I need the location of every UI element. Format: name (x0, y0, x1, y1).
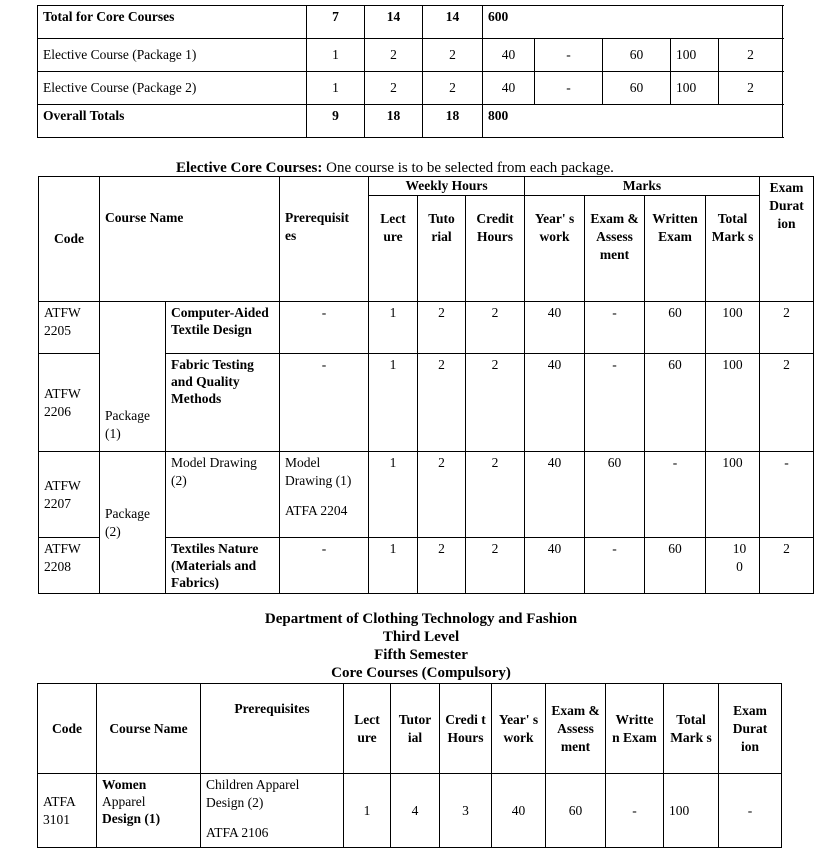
summary-cell: 100 (671, 72, 719, 105)
written-exam-cell: 60 (645, 354, 706, 452)
prerequisite-course: Children Apparel Design (2) (206, 777, 300, 810)
col-header-written-exam: Written Exam (645, 196, 706, 302)
years-work-cell: 40 (492, 774, 546, 848)
credit-hours-cell: 2 (466, 538, 525, 594)
summary-cell: 800 (483, 105, 783, 138)
lecture-cell: 1 (369, 452, 418, 538)
semester-title: Fifth Semester (374, 647, 468, 663)
course-name-part: Women (102, 777, 147, 792)
years-work-cell: 40 (525, 302, 585, 354)
credit-hours-cell: 2 (466, 452, 525, 538)
course-code: ATFA 3101 (38, 774, 97, 848)
exam-assessment-cell: - (585, 538, 645, 594)
tutorial-cell: 4 (391, 774, 440, 848)
col-header-weekly-hours: Weekly Hours (369, 177, 525, 196)
core-courses-table (37, 683, 782, 848)
exam-assessment-cell: - (585, 302, 645, 354)
summary-cell: 7 (307, 6, 365, 39)
summary-cell: 600 (483, 6, 783, 39)
col-header-code: Code (38, 684, 97, 774)
written-exam-cell: - (645, 452, 706, 538)
exam-duration-cell: - (760, 452, 814, 538)
summary-row-label: Overall Totals (38, 105, 307, 138)
elective-heading (176, 159, 614, 177)
exam-duration-cell: 2 (760, 538, 814, 594)
years-work-cell: 40 (525, 538, 585, 594)
years-work-cell: 40 (525, 452, 585, 538)
exam-duration-cell: 2 (760, 354, 814, 452)
tutorial-cell: 2 (418, 452, 466, 538)
elective-heading-rest: One course is to be selected from each package. (322, 160, 614, 176)
summary-cell: 40 (483, 39, 535, 72)
col-header-written-exam: Writte n Exam (606, 684, 664, 774)
years-work-cell: 40 (525, 354, 585, 452)
col-header-marks: Marks (525, 177, 760, 196)
written-exam-cell: 60 (645, 538, 706, 594)
col-header-lecture: Lect ure (344, 684, 391, 774)
col-header-exam-assessment: Exam & Assess ment (546, 684, 606, 774)
course-name-part: Design (1) (102, 811, 161, 826)
summary-row-label: Elective Course (Package 1) (38, 39, 307, 72)
elective-heading-bold: Elective Core Courses: (176, 160, 323, 176)
summary-row-label: Elective Course (Package 2) (38, 72, 307, 105)
summary-cell: 1 (307, 39, 365, 72)
exam-assessment-cell: - (585, 354, 645, 452)
exam-duration-cell: 2 (760, 302, 814, 354)
col-header-total-marks: Total Mark s (664, 684, 719, 774)
lecture-cell: 1 (369, 354, 418, 452)
col-header-total-marks: Total Mark s (706, 196, 760, 302)
col-header-prerequisites: Prerequisites (201, 684, 344, 774)
exam-assessment-cell: 60 (546, 774, 606, 848)
tutorial-cell: 2 (418, 538, 466, 594)
prerequisites-cell (280, 452, 369, 538)
course-code: ATFW 2208 (39, 538, 100, 594)
course-name: Computer-Aided Textile Design (166, 302, 280, 354)
prerequisite-code: ATFA 2106 (206, 825, 269, 840)
col-header-exam-assessment: Exam & Assess ment (585, 196, 645, 302)
table-row (39, 452, 814, 538)
department-title: Department of Clothing Technology and Fashion (264, 611, 578, 627)
summary-cell: 18 (365, 105, 423, 138)
total-marks-cell: 10 0 (706, 538, 760, 594)
col-header-code: Code (39, 177, 100, 302)
course-code: ATFW 2206 (39, 354, 100, 452)
total-marks-cell: 100 (664, 774, 719, 848)
summary-row-core-total (38, 6, 783, 39)
elective-header-row-1 (39, 177, 814, 196)
summary-cell: 2 (719, 39, 783, 72)
summary-cell: 2 (423, 39, 483, 72)
summary-cell: 14 (365, 6, 423, 39)
summary-cell: 60 (603, 72, 671, 105)
core-header-row (38, 684, 782, 774)
prerequisites-cell: - (280, 538, 369, 594)
course-name-part: Apparel (102, 794, 146, 809)
col-header-course-name: Course Name (100, 177, 280, 302)
written-exam-cell: 60 (645, 302, 706, 354)
summary-cell: - (535, 72, 603, 105)
lecture-cell: 1 (344, 774, 391, 848)
summary-cell: 60 (603, 39, 671, 72)
package-label: Package (1) (100, 302, 166, 452)
written-exam-cell: - (606, 774, 664, 848)
summary-cell: 2 (365, 39, 423, 72)
table-row (38, 774, 782, 848)
col-header-exam-duration: Exam Durat ion (719, 684, 782, 774)
total-marks-cell: 100 (706, 452, 760, 538)
package-label: Package (2) (100, 452, 166, 594)
col-header-years-work: Year' s work (492, 684, 546, 774)
col-header-course-name: Course Name (97, 684, 201, 774)
lecture-cell: 1 (369, 538, 418, 594)
col-header-prerequisites: Prerequisit es (280, 177, 369, 302)
exam-duration-cell: - (719, 774, 782, 848)
total-marks-cell: 100 (706, 302, 760, 354)
course-name: Textiles Nature (Materials and Fabrics) (166, 538, 280, 594)
course-name: Model Drawing (2) (166, 452, 280, 538)
summary-row-overall (38, 105, 783, 138)
elective-courses-table (38, 176, 814, 594)
col-header-lecture: Lect ure (369, 196, 418, 302)
col-header-tutorial: Tutor ial (391, 684, 440, 774)
summary-cell: 100 (671, 39, 719, 72)
credit-hours-cell: 2 (466, 354, 525, 452)
total-marks-cell: 100 (706, 354, 760, 452)
prerequisite-code: ATFA 2204 (285, 503, 348, 518)
summary-cell: 1 (307, 72, 365, 105)
tutorial-cell: 2 (418, 302, 466, 354)
summary-cell: 2 (719, 72, 783, 105)
level-title: Third Level (382, 629, 460, 645)
summary-cell: 14 (423, 6, 483, 39)
prerequisites-cell: - (280, 354, 369, 452)
course-name (97, 774, 201, 848)
summary-row-elective-2 (38, 72, 783, 105)
col-header-credit-hours: Credi t Hours (440, 684, 492, 774)
table-row (39, 302, 814, 354)
lecture-cell: 1 (369, 302, 418, 354)
core-courses-title: Core Courses (Compulsory) (331, 665, 511, 681)
summary-cell: - (535, 39, 603, 72)
credit-hours-cell: 3 (440, 774, 492, 848)
col-header-credit-hours: Credit Hours (466, 196, 525, 302)
summary-row-elective-1 (38, 39, 783, 72)
summary-cell: 2 (423, 72, 483, 105)
prerequisites-cell (201, 774, 344, 848)
col-header-tutorial: Tuto rial (418, 196, 466, 302)
course-code: ATFW 2205 (39, 302, 100, 354)
summary-cell: 2 (365, 72, 423, 105)
course-code: ATFW 2207 (39, 452, 100, 538)
summary-cell: 40 (483, 72, 535, 105)
col-header-exam-duration: Exam Durat ion (760, 177, 814, 302)
exam-assessment-cell: 60 (585, 452, 645, 538)
summary-row-label: Total for Core Courses (38, 6, 307, 39)
summary-table (37, 5, 783, 138)
col-header-years-work: Year' s work (525, 196, 585, 302)
summary-cell: 18 (423, 105, 483, 138)
summary-cell: 9 (307, 105, 365, 138)
credit-hours-cell: 2 (466, 302, 525, 354)
prerequisites-cell: - (280, 302, 369, 354)
tutorial-cell: 2 (418, 354, 466, 452)
prerequisite-course: Model Drawing (1) (285, 455, 352, 488)
course-name: Fabric Testing and Quality Methods (166, 354, 280, 452)
